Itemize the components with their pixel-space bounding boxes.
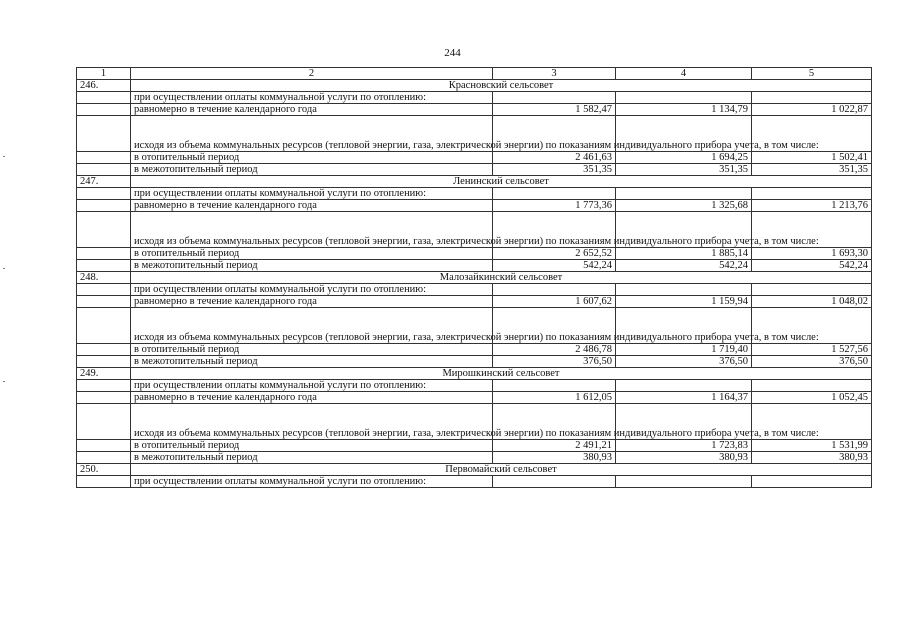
value-col-5: 351,35 bbox=[752, 164, 872, 176]
tariff-table bbox=[76, 67, 872, 488]
table-row bbox=[77, 296, 872, 308]
column-header-2: 2 bbox=[131, 68, 493, 80]
value-col-5: 1 213,76 bbox=[752, 200, 872, 212]
table-row bbox=[77, 284, 872, 296]
value-col-5 bbox=[752, 284, 872, 296]
value-col-3: 1 612,05 bbox=[493, 392, 616, 404]
value-col-4 bbox=[616, 380, 752, 392]
column-header-3: 3 bbox=[493, 68, 616, 80]
value-col-5: 376,50 bbox=[752, 356, 872, 368]
row-label: при осуществлении оплаты коммунальной услуги по отоплению: bbox=[131, 284, 493, 296]
row-label: исходя из объема коммунальных ресурсов (тепловой энергии, газа, электрической энергии) по показаниям индивидуального прибора учета, в том числе: bbox=[131, 212, 493, 248]
value-col-3: 542,24 bbox=[493, 260, 616, 272]
value-col-4: 1 134,79 bbox=[616, 104, 752, 116]
value-col-4: 1 164,37 bbox=[616, 392, 752, 404]
row-number: 247. bbox=[77, 176, 131, 188]
value-col-3 bbox=[493, 188, 616, 200]
empty-number-cell bbox=[77, 260, 131, 272]
value-col-3: 351,35 bbox=[493, 164, 616, 176]
row-label: в межотопительный период bbox=[131, 356, 493, 368]
value-col-5: 1 052,45 bbox=[752, 392, 872, 404]
settlement-header-row bbox=[77, 368, 872, 380]
value-col-5: 1 022,87 bbox=[752, 104, 872, 116]
value-col-5: 1 527,56 bbox=[752, 344, 872, 356]
settlement-header-row bbox=[77, 176, 872, 188]
column-header-row bbox=[77, 68, 872, 80]
tariff-table-body bbox=[77, 68, 872, 488]
column-header-4: 4 bbox=[616, 68, 752, 80]
empty-number-cell bbox=[77, 284, 131, 296]
row-label: исходя из объема коммунальных ресурсов (тепловой энергии, газа, электрической энергии) по показаниям индивидуального прибора учета, в том числе: bbox=[131, 404, 493, 440]
value-col-4: 351,35 bbox=[616, 164, 752, 176]
row-label: в отопительный период bbox=[131, 440, 493, 452]
empty-number-cell bbox=[77, 200, 131, 212]
row-label: исходя из объема коммунальных ресурсов (тепловой энергии, газа, электрической энергии) по показаниям индивидуального прибора учета, в том числе: bbox=[131, 308, 493, 344]
row-label: при осуществлении оплаты коммунальной услуги по отоплению: bbox=[131, 476, 493, 488]
value-col-3: 2 652,52 bbox=[493, 248, 616, 260]
table-row bbox=[77, 164, 872, 176]
empty-number-cell bbox=[77, 392, 131, 404]
scan-mark bbox=[3, 268, 5, 269]
value-col-4 bbox=[616, 188, 752, 200]
empty-number-cell bbox=[77, 188, 131, 200]
table-row bbox=[77, 248, 872, 260]
value-col-3 bbox=[493, 92, 616, 104]
value-col-5: 1 693,30 bbox=[752, 248, 872, 260]
table-row bbox=[77, 308, 872, 344]
row-label: в межотопительный период bbox=[131, 260, 493, 272]
value-col-3 bbox=[493, 284, 616, 296]
row-label: при осуществлении оплаты коммунальной услуги по отоплению: bbox=[131, 92, 493, 104]
row-number: 249. bbox=[77, 368, 131, 380]
row-label: в отопительный период bbox=[131, 248, 493, 260]
value-col-3: 380,93 bbox=[493, 452, 616, 464]
settlement-name: Малозайкинский сельсовет bbox=[131, 272, 872, 284]
row-number: 246. bbox=[77, 80, 131, 92]
row-number: 248. bbox=[77, 272, 131, 284]
row-label: равномерно в течение календарного года bbox=[131, 200, 493, 212]
value-col-4: 1 723,83 bbox=[616, 440, 752, 452]
table-row bbox=[77, 152, 872, 164]
value-col-4: 1 694,25 bbox=[616, 152, 752, 164]
empty-number-cell bbox=[77, 296, 131, 308]
value-col-3: 2 491,21 bbox=[493, 440, 616, 452]
table-row bbox=[77, 116, 872, 152]
table-row bbox=[77, 104, 872, 116]
value-col-4: 1 159,94 bbox=[616, 296, 752, 308]
empty-number-cell bbox=[77, 440, 131, 452]
table-row bbox=[77, 188, 872, 200]
row-label: равномерно в течение календарного года bbox=[131, 392, 493, 404]
row-label: при осуществлении оплаты коммунальной услуги по отоплению: bbox=[131, 380, 493, 392]
value-col-4 bbox=[616, 284, 752, 296]
value-col-5 bbox=[752, 476, 872, 488]
empty-number-cell bbox=[77, 308, 131, 344]
empty-number-cell bbox=[77, 380, 131, 392]
value-col-4: 1 325,68 bbox=[616, 200, 752, 212]
empty-number-cell bbox=[77, 356, 131, 368]
value-col-3: 1 773,36 bbox=[493, 200, 616, 212]
empty-number-cell bbox=[77, 452, 131, 464]
value-col-4: 1 719,40 bbox=[616, 344, 752, 356]
value-col-4 bbox=[616, 476, 752, 488]
table-row bbox=[77, 392, 872, 404]
column-header-1: 1 bbox=[77, 68, 131, 80]
table-row bbox=[77, 452, 872, 464]
settlement-name: Красновский сельсовет bbox=[131, 80, 872, 92]
row-label: в отопительный период bbox=[131, 152, 493, 164]
page-number: 244 bbox=[444, 47, 461, 59]
settlement-header-row bbox=[77, 272, 872, 284]
settlement-header-row bbox=[77, 464, 872, 476]
value-col-3: 2 486,78 bbox=[493, 344, 616, 356]
value-col-5: 1 048,02 bbox=[752, 296, 872, 308]
table-row bbox=[77, 200, 872, 212]
row-label: равномерно в течение календарного года bbox=[131, 104, 493, 116]
table-row bbox=[77, 344, 872, 356]
scan-mark bbox=[3, 156, 5, 157]
empty-number-cell bbox=[77, 164, 131, 176]
settlement-name: Первомайский сельсовет bbox=[131, 464, 872, 476]
empty-number-cell bbox=[77, 344, 131, 356]
empty-number-cell bbox=[77, 404, 131, 440]
table-row bbox=[77, 212, 872, 248]
empty-number-cell bbox=[77, 92, 131, 104]
value-col-3: 1 582,47 bbox=[493, 104, 616, 116]
empty-number-cell bbox=[77, 248, 131, 260]
value-col-5: 1 531,99 bbox=[752, 440, 872, 452]
value-col-3 bbox=[493, 476, 616, 488]
column-header-5: 5 bbox=[752, 68, 872, 80]
value-col-3: 2 461,63 bbox=[493, 152, 616, 164]
value-col-5 bbox=[752, 92, 872, 104]
table-row bbox=[77, 440, 872, 452]
value-col-4: 376,50 bbox=[616, 356, 752, 368]
value-col-5 bbox=[752, 188, 872, 200]
row-label: при осуществлении оплаты коммунальной услуги по отоплению: bbox=[131, 188, 493, 200]
table-row bbox=[77, 404, 872, 440]
value-col-4: 380,93 bbox=[616, 452, 752, 464]
value-col-3: 376,50 bbox=[493, 356, 616, 368]
row-number: 250. bbox=[77, 464, 131, 476]
scan-mark bbox=[3, 381, 5, 382]
empty-number-cell bbox=[77, 212, 131, 248]
row-label: в отопительный период bbox=[131, 344, 493, 356]
value-col-4: 1 885,14 bbox=[616, 248, 752, 260]
value-col-5: 542,24 bbox=[752, 260, 872, 272]
settlement-header-row bbox=[77, 80, 872, 92]
value-col-4: 542,24 bbox=[616, 260, 752, 272]
settlement-name: Ленинский сельсовет bbox=[131, 176, 872, 188]
table-row bbox=[77, 476, 872, 488]
empty-number-cell bbox=[77, 152, 131, 164]
settlement-name: Мирошкинский сельсовет bbox=[131, 368, 872, 380]
row-label: в межотопительный период bbox=[131, 452, 493, 464]
row-label: исходя из объема коммунальных ресурсов (тепловой энергии, газа, электрической энергии) по показаниям индивидуального прибора учета, в том числе: bbox=[131, 116, 493, 152]
value-col-5: 380,93 bbox=[752, 452, 872, 464]
value-col-3: 1 607,62 bbox=[493, 296, 616, 308]
row-label: в межотопительный период bbox=[131, 164, 493, 176]
value-col-3 bbox=[493, 380, 616, 392]
table-row bbox=[77, 356, 872, 368]
value-col-5: 1 502,41 bbox=[752, 152, 872, 164]
table-row bbox=[77, 92, 872, 104]
row-label: равномерно в течение календарного года bbox=[131, 296, 493, 308]
empty-number-cell bbox=[77, 476, 131, 488]
table-row bbox=[77, 380, 872, 392]
table-row bbox=[77, 260, 872, 272]
value-col-4 bbox=[616, 92, 752, 104]
empty-number-cell bbox=[77, 104, 131, 116]
empty-number-cell bbox=[77, 116, 131, 152]
value-col-5 bbox=[752, 380, 872, 392]
